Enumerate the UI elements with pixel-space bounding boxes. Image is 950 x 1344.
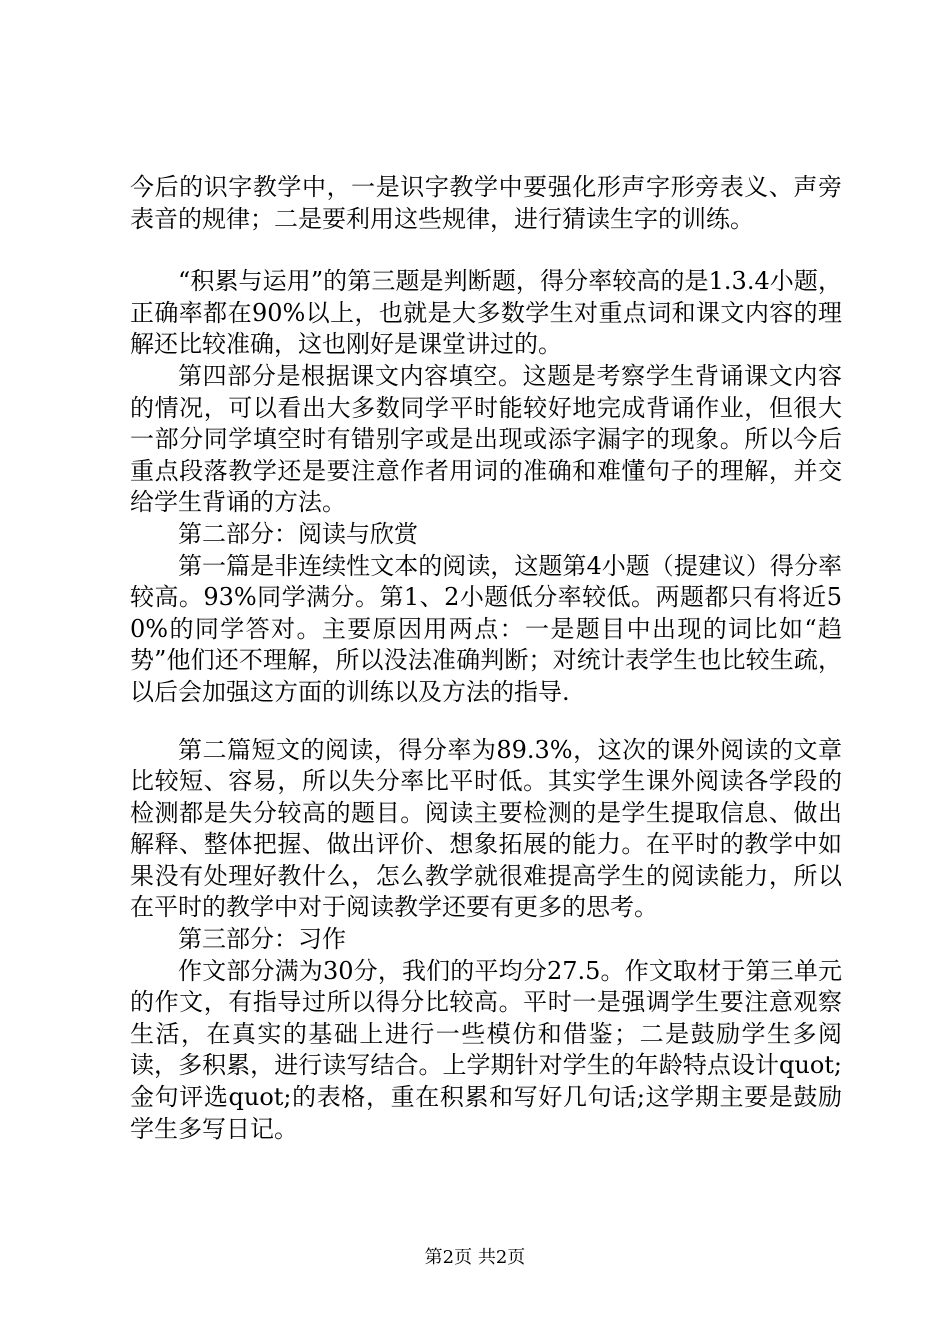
page-footer <box>0 1246 950 1270</box>
paragraph-writing: 作文部分满为30分，我们的平均分27.5。作文取材于第三单元的作文，有指导过所以得分比较高。平时一是强调学生要注意观察生活，在真实的基础上进行一些模仿和借鉴；二是鼓励学生多阅读，多积累，进行读写结合。上学期针对学生的年龄特点设计quot;金句评选quot;的表格，重在积累和写好几句话;这学期主要是鼓励学生多写日记。 <box>130 956 842 1143</box>
paragraph-reading-second-text: 第二篇短文的阅读，得分率为89.3%，这次的课外阅读的文章比较短、容易，所以失分率比平时低。其实学生课外阅读各学段的检测都是失分较高的题目。阅读主要检测的是学生提取信息、做出解释、整体把握、做出评价、想象拓展的能力。在平时的教学中如果没有处理好教什么，怎么教学就很难提高学生的阅读能力，所以在平时的教学中对于阅读教学还要有更多的思考。 <box>130 735 842 922</box>
document-body <box>130 172 842 1145</box>
paragraph-part-four: 第四部分是根据课文内容填空。这题是考察学生背诵课文内容的情况，可以看出大多数同学平时能较好地完成背诵作业，但很大一部分同学填空时有错别字或是出现或添字漏字的现象。所以今后重点段落教学还是要注意作者用词的准确和难懂句子的理解，并交给学生背诵的方法。 <box>130 361 842 517</box>
page-number: 第2页 共2页 <box>424 1247 526 1268</box>
paragraph-literacy-teaching: 今后的识字教学中，一是识字教学中要强化形声字形旁表义、声旁表音的规律；二是要利用这些规律，进行猜读生字的训练。 <box>130 173 842 233</box>
paragraph-judgment-question: “积累与运用”的第三题是判断题，得分率较高的是1.3.4小题，正确率都在90%以上，也就是大多数学生对重点词和课文内容的理解还比较准确，这也刚好是课堂讲过的。 <box>130 267 842 359</box>
section-heading-writing: 第三部分：习作 <box>178 925 346 954</box>
section-heading-reading: 第二部分：阅读与欣赏 <box>178 519 418 548</box>
paragraph-reading-first-text: 第一篇是非连续性文本的阅读，这题第4小题（提建议）得分率较高。93%同学满分。第1、2小题低分率较低。两题都只有将近50%的同学答对。主要原因用两点：一是题目中出现的词比如“趋势”他们还不理解，所以没法准确判断；对统计表学生也比较生疏，以后会加强这方面的训练以及方法的指导. <box>130 551 842 706</box>
